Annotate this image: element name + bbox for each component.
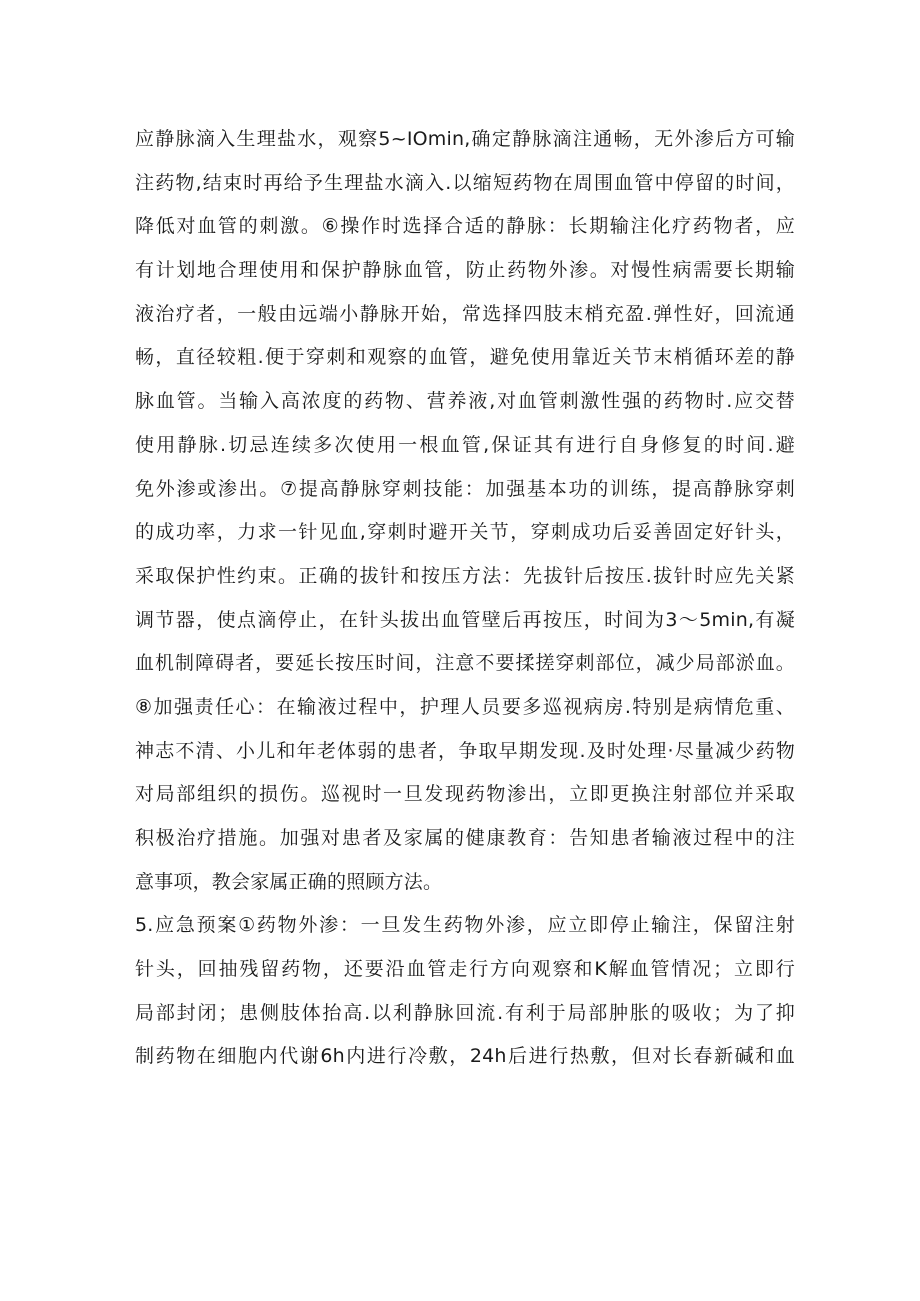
text-line: 积极治疗措施。加强对患者及家属的健康教育：告知患者输液过程中的注 bbox=[135, 827, 795, 849]
paragraph-end-line: 意事项，教会家属正确的照顾方法。 bbox=[135, 870, 443, 893]
text-line: 有计划地合理使用和保护静脉血管，防止药物外渗。对慢性病需要长期输 bbox=[135, 259, 795, 282]
text-line: 的成功率，力求一针见血,穿刺时避开关节，穿刺成功后妥善固定好针头， bbox=[135, 521, 795, 544]
text-line: 使用静脉.切忌连续多次使用一根血管,保证其有进行自身修复的时间.避 bbox=[135, 433, 795, 456]
body-text bbox=[135, 118, 795, 1079]
text-line: 神志不清、小儿和年老体弱的患者，争取早期发现.及时处理·尽量减少药物 bbox=[135, 739, 795, 762]
text-line: 制药物在细胞内代谢6h内进行冷敷，24h后进行热敷，但对长春新碱和血 bbox=[135, 1045, 795, 1068]
text-line: 畅，直径较粗.便于穿刺和观察的血管，避免使用靠近关节末梢循环差的静 bbox=[135, 346, 795, 369]
text-line: 注药物,结束时再给予生理盐水滴入.以缩短药物在周围血管中停留的时间， bbox=[135, 171, 795, 194]
text-line: 采取保护性约束。正确的拔针和按压方法：先拔针后按压.拔针时应先关紧 bbox=[135, 564, 795, 587]
text-line: 脉血管。当输入高浓度的药物、营养液,对血管刺激性强的药物时.应交替 bbox=[135, 390, 795, 413]
text-line: 血机制障碍者，要延长按压时间，注意不要揉搓穿刺部位，减少局部淤血。 bbox=[135, 652, 795, 675]
text-line: 调节器，使点滴停止，在针头拔出血管壁后再按压，时间为3～5min,有凝 bbox=[135, 608, 795, 631]
text-line: 针头，回抽残留药物，还要沿血管走行方向观察和K解血管情况；立即行 bbox=[135, 958, 795, 981]
text-line: 应静脉滴入生理盐水，观察5~IOmin,确定静脉滴注通畅，无外渗后方可输 bbox=[135, 128, 795, 150]
text-line: 液治疗者，一般由远端小静脉开始，常选择四肢末梢充盈.弹性好，回流通 bbox=[135, 302, 795, 325]
text-line: ⑧加强责任心：在输液过程中，护理人员要多巡视病房.特别是病情危重、 bbox=[135, 695, 795, 718]
text-line: 免外渗或渗出。⑦提高静脉穿刺技能：加强基本功的训练，提高静脉穿刺 bbox=[135, 477, 795, 500]
text-line: 降低对血管的刺激。⑥操作时选择合适的静脉：长期输注化疗药物者，应 bbox=[135, 215, 795, 238]
section-heading-line: 5.应急预案①药物外渗：一旦发生药物外渗，应立即停止输注，保留注射 bbox=[135, 914, 795, 937]
text-line: 局部封闭；患侧肢体抬高.以利静脉回流.有利于局部肿胀的吸收；为了抑 bbox=[135, 1001, 795, 1024]
text-line: 对局部组织的损伤。巡视时一旦发现药物渗出，立即更换注射部位并采取 bbox=[135, 783, 795, 806]
